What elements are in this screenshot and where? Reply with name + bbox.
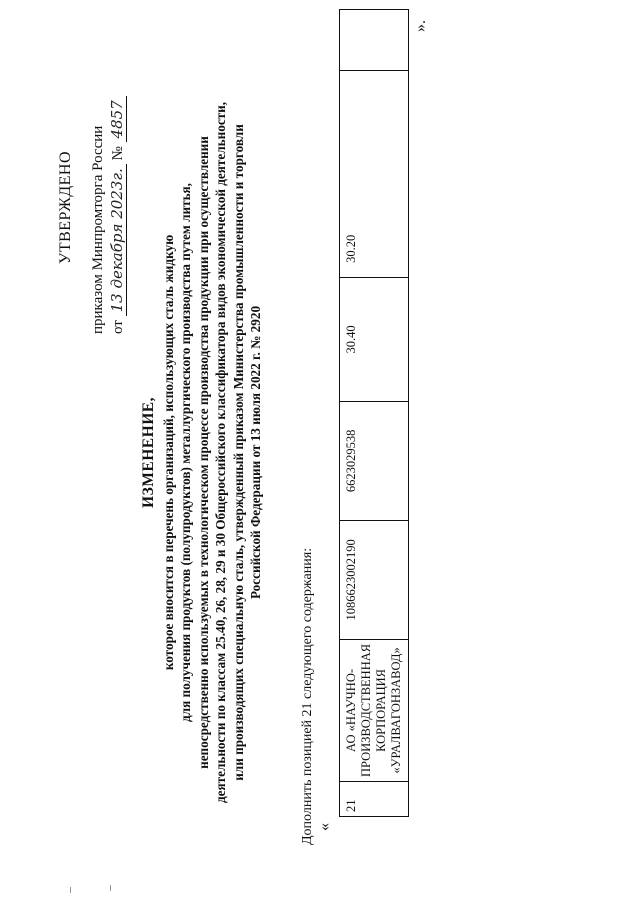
approval-order-line: приказом Минпромторга России bbox=[90, 125, 106, 334]
title-line: деятельности по классам 25.40, 26, 28, 29 и 30 Общероссийского классификатора видов экономической деятельности, bbox=[213, 101, 228, 804]
cell-organization: АО «НАУЧНО-ПРОИЗВОДСТВЕННАЯ КОРПОРАЦИЯ «УРАЛВАГОНЗАВОД» bbox=[340, 639, 409, 781]
scan-mark bbox=[70, 887, 71, 893]
title-line: непосредственно используемых в технологическом процессе производства продукции при осуществлении bbox=[195, 136, 211, 769]
title-heading: ИЗМЕНЕНИЕ, bbox=[140, 397, 157, 508]
close-quote: ». bbox=[412, 20, 429, 32]
title-line: которое вносится в перечень организаций, использующих сталь жидкую bbox=[160, 234, 176, 671]
handwritten-number: 4857 bbox=[108, 96, 127, 142]
approval-date-line bbox=[108, 34, 128, 334]
title-line: для получения продуктов (полупродуктов) металлургического производства путем литья, bbox=[178, 183, 193, 722]
document-title bbox=[140, 30, 265, 875]
scan-mark bbox=[110, 885, 111, 891]
cell-ogrn: 1086623002190 bbox=[340, 520, 409, 639]
approval-heading: УТВЕРЖДЕНО bbox=[57, 150, 74, 264]
cell-extra bbox=[340, 9, 409, 70]
table-row bbox=[340, 9, 409, 816]
handwritten-date: 13 декабря 2023г. bbox=[108, 164, 127, 316]
title-line: или производящих специальную сталь, утвержденный приказом Министерства промышленности и торговли bbox=[230, 124, 246, 781]
cell-okved-primary: 30.40 bbox=[340, 277, 409, 401]
supplement-text: Дополнить позицией 21 следующего содержания: bbox=[300, 547, 315, 845]
title-line: Российской Федерации от 13 июля 2022 г. № 2920 bbox=[248, 305, 263, 600]
cell-okved-secondary: 30.20 bbox=[340, 70, 409, 277]
cell-inn: 6623029538 bbox=[340, 401, 409, 520]
date-prefix: от bbox=[110, 320, 126, 334]
cell-number: 21 bbox=[340, 782, 409, 817]
organization-table bbox=[339, 9, 409, 817]
open-quote: « bbox=[316, 823, 333, 831]
number-prefix: № bbox=[110, 146, 126, 161]
approval-block bbox=[56, 34, 128, 334]
